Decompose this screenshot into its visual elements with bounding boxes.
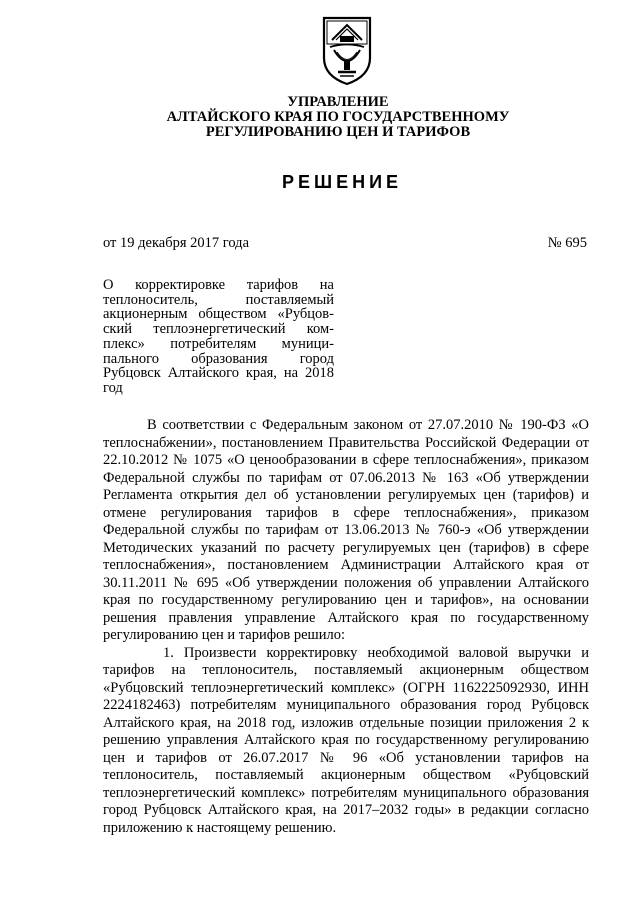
document-date: от 19 декабря 2017 года: [103, 235, 249, 251]
issuer-header: [0, 95, 640, 140]
decision-item-1: 1. Произвести корректировку необходимой валовой выручки и тарифов на теплоноситель, поставляемый акционерным обществом «Рубцовский теплоэнергетический комплекс» (ОГРН 1162225092930, ИНН 2224182463) потребителям муниципального образования город Рубцовск Алтайского края, на 2018 год, изложив отдельные позиции приложения 2 к решению управления Алтайского края по государственному регулированию цен и тарифов от 26.07.2017 № 96 «Об установлении тарифов на теплоноситель, поставляемый акционерным обществом «Рубцовский теплоэнергетический комплекс» потребителям муниципального образования город Рубцовск Алтайского края, на 2017–2032 годы» в редакции согласно приложению к настоящему решению.: [103, 644, 589, 836]
altai-krai-coat-of-arms-icon: [320, 14, 374, 86]
issuer-line-1: УПРАВЛЕНИЕ: [287, 94, 389, 110]
document-subject: О корректировке тарифов на теплоноситель, поставляемый акционерным обществом «Рубцовский теплоэнергетический комплекс» потребителям муниципального образования город Рубцовск Алтайского края, на 2018 год: [103, 277, 334, 396]
document-body: [103, 417, 589, 837]
preamble-paragraph: В соответствии с Федеральным законом от 27.07.2010 № 190-ФЗ «О теплоснабжении», постановлением Правительства Российской Федерации от 22.10.2012 № 1075 «О ценообразовании в сфере теплоснабжения», приказом Федеральной службы по тарифам от 07.06.2013 № 163 «Об утверждении Регламента открытия дел об установлении регулируемых цен (тарифов) и отмене регулирования тарифов в сфере теплоснабжения», приказом Федеральной службы по тарифам от 13.06.2013 № 760-э «Об утверждении Методических указаний по расчету регулируемых цен (тарифов) в сфере теплоснабжения», постановлением Администрации Алтайского края от 30.11.2011 № 695 «Об утверждении положения об управлении Алтайского края по государственному регулированию цен и тарифов», на основании решения правления управление Алтайского края по государственному регулированию цен и тарифов решило:: [103, 417, 589, 643]
document-title: РЕШЕНИЕ: [281, 172, 403, 192]
document-number: № 695: [547, 235, 587, 251]
issuer-line-3: РЕГУЛИРОВАНИЮ ЦЕН И ТАРИФОВ: [205, 124, 471, 140]
issuer-line-2: АЛТАЙСКОГО КРАЯ ПО ГОСУДАРСТВЕННОМУ: [166, 109, 510, 125]
